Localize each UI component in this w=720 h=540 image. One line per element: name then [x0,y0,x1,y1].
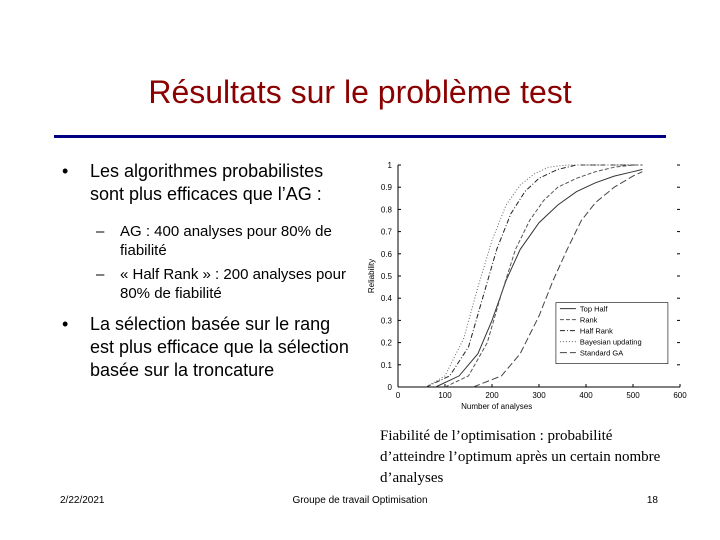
sub-item-text: « Half Rank » : 200 analyses pour 80% de fiabilité [120,266,346,302]
y-tick-label: 0.4 [380,294,392,304]
sub-item [96,222,358,260]
bullet-list [58,160,358,382]
x-tick-label: 0 [395,391,401,400]
y-tick-label: 0.2 [380,338,392,348]
y-axis-label: Reliability [367,258,376,294]
x-tick-label: 600 [673,391,687,400]
legend-entry: Top Half [579,304,608,314]
x-tick-label: 500 [626,391,640,400]
dash-glyph: – [96,223,105,240]
legend-entry: Bayesian updating [579,337,642,347]
slide-title: Résultats sur le problème test [148,74,572,110]
x-tick-label: 100 [438,391,452,400]
x-tick-label: 400 [579,391,593,400]
figure-caption: Fiabilité de l’optimisation : probabilité d’atteindre l’optimum après un certain nombre d’analyses [380,428,661,486]
y-tick-label: 0.8 [380,205,392,215]
footer-title: Groupe de travail Optimisation [292,495,428,506]
chart-svg [360,155,690,420]
y-tick-label: 0.7 [380,227,392,237]
y-tick-label: 0.5 [380,272,392,281]
x-tick-label: 300 [532,391,546,400]
x-axis-label: Number of analyses [461,402,533,411]
reliability-chart [360,155,690,420]
y-tick-label: 0.6 [380,249,392,259]
y-tick-label: 0.1 [380,360,392,370]
y-tick-label: 0.3 [380,316,392,326]
bullet-text: Les algorithmes probabilistes sont plus efficaces que l’AG : [90,161,324,204]
legend-entry: Half Rank [579,326,613,336]
y-tick-label: 1 [387,161,392,170]
bullet-item [58,313,358,382]
sub-item-text: AG : 400 analyses pour 80% de fiabilité [120,223,332,259]
bullet-item [58,160,358,206]
title-underline [54,135,666,138]
footer-page-number: 18 [646,495,658,506]
y-tick-label: 0 [387,383,392,392]
bullet-glyph: • [62,161,69,181]
x-tick-label: 200 [485,391,499,400]
legend-entry: Rank [579,315,598,325]
bullet-glyph: • [62,314,69,334]
sub-list [58,222,358,303]
bullet-text: La sélection basée sur le rang est plus efficace que la sélection basée sur la troncature [90,314,349,380]
y-tick-label: 0.9 [380,183,392,193]
legend-entry: Standard GA [579,348,624,358]
footer-date: 2/22/2021 [60,495,105,506]
sub-item [96,265,358,303]
dash-glyph: – [96,266,105,283]
